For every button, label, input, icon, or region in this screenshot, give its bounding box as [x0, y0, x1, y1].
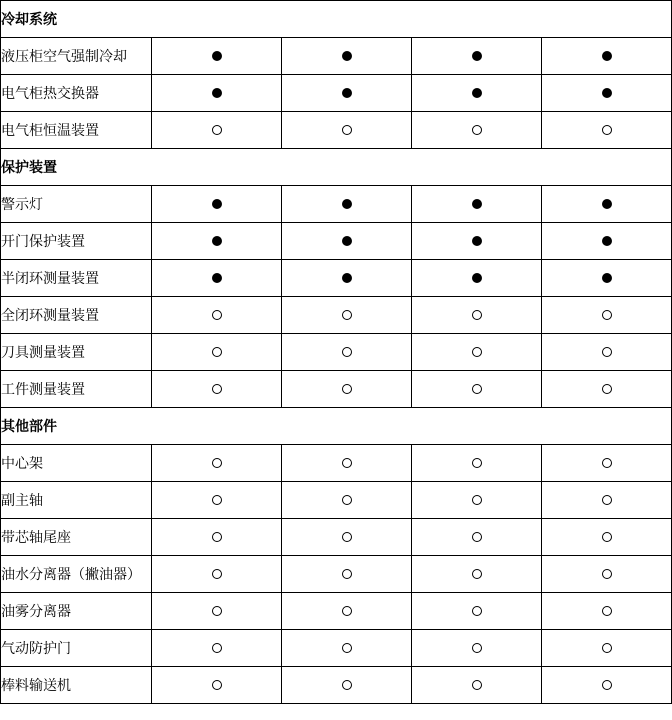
availability-cell [412, 482, 542, 519]
availability-cell [282, 371, 412, 408]
availability-cell [152, 260, 282, 297]
table-row [1, 186, 672, 223]
optional-empty-circle-icon [472, 125, 482, 135]
availability-cell [542, 556, 672, 593]
availability-cell [152, 630, 282, 667]
availability-cell [542, 667, 672, 704]
table-row [1, 445, 672, 482]
optional-empty-circle-icon [472, 569, 482, 579]
section-title: 冷却系统 [1, 1, 672, 38]
feature-label: 油雾分离器 [1, 593, 152, 630]
optional-empty-circle-icon [342, 532, 352, 542]
availability-cell [282, 297, 412, 334]
availability-cell [542, 482, 672, 519]
availability-cell [152, 667, 282, 704]
optional-empty-circle-icon [472, 347, 482, 357]
optional-empty-circle-icon [472, 458, 482, 468]
optional-empty-circle-icon [212, 347, 222, 357]
availability-cell [412, 556, 542, 593]
feature-label: 开门保护装置 [1, 223, 152, 260]
availability-cell [282, 630, 412, 667]
standard-filled-circle-icon [342, 236, 352, 246]
optional-empty-circle-icon [212, 532, 222, 542]
optional-empty-circle-icon [602, 384, 612, 394]
availability-cell [282, 519, 412, 556]
availability-cell [282, 334, 412, 371]
optional-empty-circle-icon [602, 347, 612, 357]
section-header-row [1, 149, 672, 186]
optional-empty-circle-icon [472, 384, 482, 394]
availability-cell [152, 223, 282, 260]
availability-cell [542, 334, 672, 371]
feature-label: 半闭环测量装置 [1, 260, 152, 297]
optional-empty-circle-icon [342, 347, 352, 357]
availability-cell [542, 630, 672, 667]
table-row [1, 334, 672, 371]
optional-empty-circle-icon [212, 458, 222, 468]
optional-empty-circle-icon [212, 606, 222, 616]
feature-label: 带芯轴尾座 [1, 519, 152, 556]
availability-cell [542, 75, 672, 112]
availability-cell [152, 371, 282, 408]
table-row [1, 38, 672, 75]
availability-cell [282, 593, 412, 630]
availability-cell [542, 260, 672, 297]
availability-cell [412, 630, 542, 667]
availability-cell [152, 297, 282, 334]
availability-cell [412, 519, 542, 556]
availability-cell [152, 482, 282, 519]
availability-cell [152, 556, 282, 593]
optional-empty-circle-icon [212, 680, 222, 690]
optional-empty-circle-icon [602, 680, 612, 690]
table-row [1, 371, 672, 408]
optional-empty-circle-icon [212, 310, 222, 320]
availability-cell [152, 519, 282, 556]
standard-filled-circle-icon [602, 236, 612, 246]
section-header-row [1, 1, 672, 38]
availability-cell [282, 556, 412, 593]
standard-filled-circle-icon [602, 199, 612, 209]
availability-cell [282, 260, 412, 297]
optional-empty-circle-icon [472, 680, 482, 690]
standard-filled-circle-icon [472, 88, 482, 98]
table-row [1, 556, 672, 593]
standard-filled-circle-icon [342, 199, 352, 209]
standard-filled-circle-icon [342, 51, 352, 61]
availability-cell [412, 186, 542, 223]
feature-label: 中心架 [1, 445, 152, 482]
optional-empty-circle-icon [602, 569, 612, 579]
availability-cell [152, 112, 282, 149]
optional-empty-circle-icon [602, 495, 612, 505]
availability-cell [542, 445, 672, 482]
availability-cell [542, 223, 672, 260]
section-title: 保护装置 [1, 149, 672, 186]
availability-cell [152, 593, 282, 630]
optional-empty-circle-icon [602, 458, 612, 468]
table-row [1, 482, 672, 519]
table-row [1, 75, 672, 112]
table-row [1, 667, 672, 704]
availability-cell [282, 667, 412, 704]
availability-cell [152, 186, 282, 223]
standard-filled-circle-icon [212, 236, 222, 246]
optional-empty-circle-icon [212, 569, 222, 579]
feature-label: 工件测量装置 [1, 371, 152, 408]
availability-cell [282, 38, 412, 75]
availability-cell [542, 519, 672, 556]
optional-empty-circle-icon [212, 643, 222, 653]
optional-empty-circle-icon [212, 125, 222, 135]
section-header-row [1, 408, 672, 445]
availability-cell [542, 38, 672, 75]
availability-cell [412, 223, 542, 260]
table-row [1, 112, 672, 149]
optional-empty-circle-icon [342, 643, 352, 653]
feature-label: 副主轴 [1, 482, 152, 519]
availability-cell [152, 445, 282, 482]
availability-cell [412, 38, 542, 75]
availability-cell [152, 334, 282, 371]
standard-filled-circle-icon [212, 273, 222, 283]
availability-cell [282, 482, 412, 519]
availability-cell [152, 75, 282, 112]
feature-label: 棒料输送机 [1, 667, 152, 704]
optional-empty-circle-icon [602, 125, 612, 135]
availability-cell [282, 112, 412, 149]
standard-filled-circle-icon [212, 88, 222, 98]
standard-filled-circle-icon [602, 273, 612, 283]
optional-empty-circle-icon [472, 643, 482, 653]
availability-cell [152, 38, 282, 75]
table-row [1, 593, 672, 630]
optional-empty-circle-icon [602, 532, 612, 542]
optional-empty-circle-icon [472, 606, 482, 616]
availability-cell [412, 593, 542, 630]
feature-label: 气动防护门 [1, 630, 152, 667]
availability-cell [282, 75, 412, 112]
availability-cell [412, 334, 542, 371]
feature-label: 油水分离器（撇油器） [1, 556, 152, 593]
optional-empty-circle-icon [212, 495, 222, 505]
table-row [1, 297, 672, 334]
standard-filled-circle-icon [472, 51, 482, 61]
standard-filled-circle-icon [602, 88, 612, 98]
section-title: 其他部件 [1, 408, 672, 445]
optional-empty-circle-icon [602, 643, 612, 653]
standard-filled-circle-icon [342, 88, 352, 98]
availability-cell [412, 112, 542, 149]
table-row [1, 519, 672, 556]
availability-cell [542, 297, 672, 334]
availability-cell [542, 112, 672, 149]
standard-filled-circle-icon [212, 199, 222, 209]
optional-empty-circle-icon [342, 310, 352, 320]
availability-cell [282, 223, 412, 260]
feature-label: 全闭环测量装置 [1, 297, 152, 334]
table-row [1, 260, 672, 297]
availability-cell [542, 371, 672, 408]
optional-empty-circle-icon [342, 125, 352, 135]
standard-filled-circle-icon [472, 236, 482, 246]
standard-filled-circle-icon [602, 51, 612, 61]
standard-filled-circle-icon [342, 273, 352, 283]
optional-empty-circle-icon [342, 384, 352, 394]
availability-cell [412, 445, 542, 482]
table-row [1, 223, 672, 260]
availability-cell [542, 186, 672, 223]
optional-empty-circle-icon [602, 310, 612, 320]
optional-empty-circle-icon [342, 606, 352, 616]
availability-cell [412, 297, 542, 334]
optional-empty-circle-icon [342, 495, 352, 505]
standard-filled-circle-icon [472, 199, 482, 209]
optional-empty-circle-icon [472, 310, 482, 320]
availability-cell [412, 667, 542, 704]
table-row [1, 630, 672, 667]
optional-empty-circle-icon [472, 495, 482, 505]
availability-cell [282, 186, 412, 223]
optional-empty-circle-icon [602, 606, 612, 616]
optional-empty-circle-icon [342, 680, 352, 690]
optional-empty-circle-icon [472, 532, 482, 542]
feature-label: 液压柜空气强制冷却 [1, 38, 152, 75]
feature-label: 刀具测量装置 [1, 334, 152, 371]
availability-cell [412, 75, 542, 112]
optional-empty-circle-icon [342, 569, 352, 579]
availability-cell [412, 371, 542, 408]
feature-label: 电气柜恒温装置 [1, 112, 152, 149]
feature-label: 电气柜热交换器 [1, 75, 152, 112]
standard-filled-circle-icon [212, 51, 222, 61]
standard-filled-circle-icon [472, 273, 482, 283]
optional-empty-circle-icon [342, 458, 352, 468]
optional-empty-circle-icon [212, 384, 222, 394]
availability-cell [282, 445, 412, 482]
feature-label: 警示灯 [1, 186, 152, 223]
availability-cell [542, 593, 672, 630]
availability-cell [412, 260, 542, 297]
spec-table-body [1, 1, 672, 704]
